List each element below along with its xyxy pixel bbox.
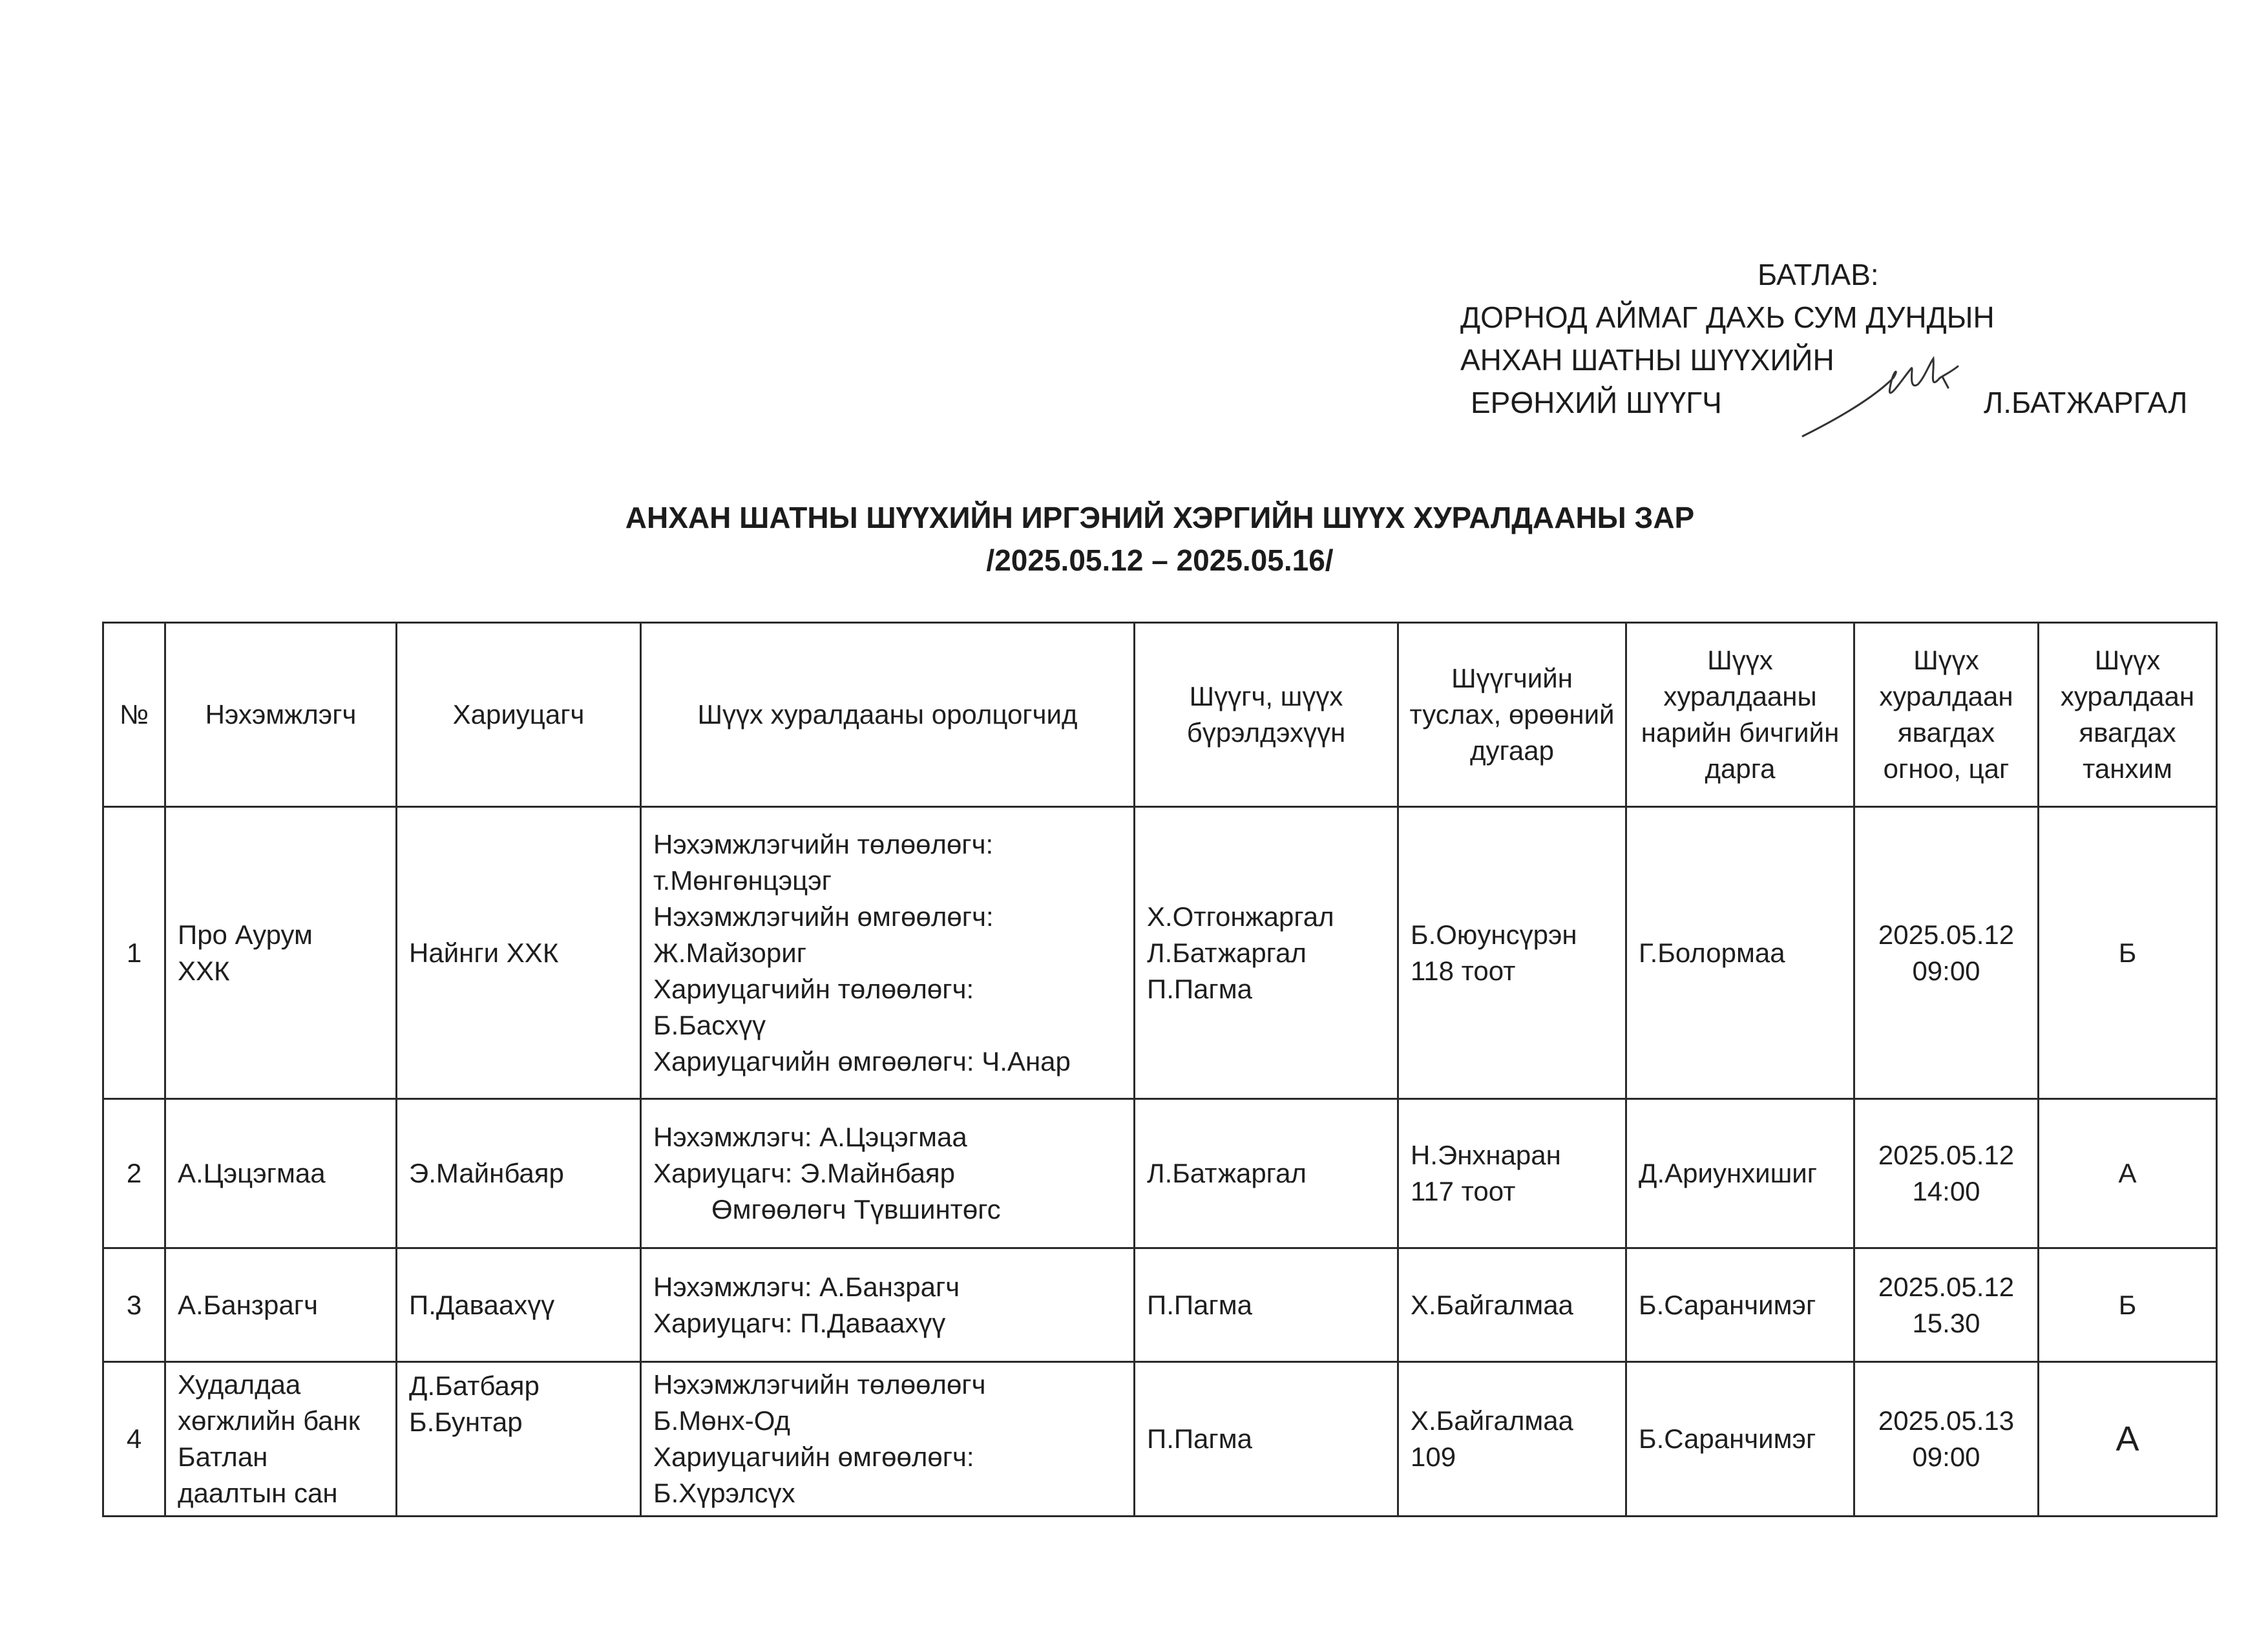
participant-line: Хариуцагч: П.Даваахүү [653,1307,946,1338]
hearing-date: 2025.05.12 [1878,1140,2015,1170]
hearing-date: 2025.05.13 [1878,1405,2015,1436]
participant-line: Б.Мөнх-Од [653,1405,791,1436]
assistant-cell [1398,1099,1626,1248]
defendant-cell [397,1362,641,1517]
table-row [103,1248,2217,1362]
header-assistant: Шүүгчийн туслах, өрөөний дугаар [1398,623,1626,807]
defendant-line: Д.Батбаяр [409,1371,540,1401]
plaintiff-line: Худалдаа [178,1369,301,1400]
judges-cell [1135,807,1398,1099]
hearing-date: 2025.05.12 [1878,1271,2015,1302]
defendant-line: Э.Майнбаяр [409,1158,564,1188]
header-datetime: Шүүх хуралдаан явагдах огноо, цаг [1854,623,2039,807]
table-row [103,807,2217,1099]
plaintiff-line: хөгжлийн банк [178,1405,361,1436]
approval-heading: БАТЛАВ: [1758,258,1879,291]
header-defendant: Хариуцагч [397,623,641,807]
participant-line: Нэхэмжлэгч: А.Банзрагч [653,1271,960,1302]
title-date-range: /2025.05.12 – 2025.05.16/ [986,543,1334,577]
plaintiff-cell [165,1099,397,1248]
participants-cell [641,807,1135,1099]
plaintiff-line: А.Цэцэгмаа [178,1158,326,1188]
title-line-1: АНХАН ШАТНЫ ШҮҮХИЙН ИРГЭНИЙ ХЭРГИЙН ШҮҮХ ХУРАЛДААНЫ ЗАР [625,501,1695,534]
room-cell: Б [2039,1248,2217,1362]
assistant-line: 118 тоот [1411,955,1516,986]
assistant-line: Н.Энхнаран [1411,1140,1561,1170]
approval-judge-name: Л.БАТЖАРГАЛ [1984,386,2188,419]
header-number: № [103,623,165,807]
plaintiff-cell [165,807,397,1099]
participants-cell [641,1099,1135,1248]
hearing-time: 14:00 [1912,1176,1980,1206]
judge-line: П.Пагма [1147,1423,1252,1454]
participant-line: Ж.Майзориг [653,937,807,968]
header-clerk: Шүүх хуралдааны нарийн бичгийн дарга [1626,623,1854,807]
row-number: 1 [103,807,165,1099]
judge-line: Л.Батжаргал [1147,937,1307,968]
plaintiff-cell [165,1362,397,1517]
assistant-line: Х.Байгалмаа [1411,1405,1573,1436]
room-cell: Б [2039,807,2217,1099]
document-title [0,496,2268,582]
plaintiff-line: Про Аурум [178,919,313,950]
defendant-line: Найнги ХХК [409,937,559,968]
judges-cell [1135,1099,1398,1248]
assistant-cell [1398,1248,1626,1362]
assistant-line: 109 [1411,1442,1456,1472]
participant-line: Б.Басхүү [653,1009,766,1040]
plaintiff-line: даалтын сан [178,1478,338,1508]
defendant-line: П.Даваахүү [409,1289,555,1320]
participant-line: Нэхэмжлэгч: А.Цэцэгмаа [653,1122,967,1152]
room-cell: А [2039,1362,2217,1517]
hearing-schedule-table [102,622,2218,1517]
row-number: 4 [103,1362,165,1517]
plaintiff-line: ХХК [178,955,230,986]
approval-court-line-1: ДОРНОД АЙМАГ ДАХЬ СУМ ДУНДЫН [1460,300,1995,334]
table-row [103,1362,2217,1517]
defendant-cell [397,807,641,1099]
participant-line: Нэхэмжлэгчийн өмгөөлөгч: [653,901,994,932]
datetime-cell [1854,1099,2039,1248]
participant-line: Хариуцагч: Э.Майнбаяр [653,1158,956,1188]
assistant-cell [1398,1362,1626,1517]
plaintiff-line: Батлан [178,1442,268,1472]
plaintiff-cell [165,1248,397,1362]
participant-line: Хариуцагчийн төлөөлөгч: [653,973,974,1004]
room-cell: А [2039,1099,2217,1248]
participants-cell [641,1362,1135,1517]
judge-line: Х.Отгонжаргал [1147,901,1334,932]
table-header-row [103,623,2217,807]
assistant-line: Б.Оюунсүрэн [1411,919,1577,950]
hearing-schedule-table-wrap [102,622,2218,1517]
hearing-time: 15.30 [1912,1307,1980,1338]
header-participants: Шүүх хуралдааны оролцогчид [641,623,1135,807]
participant-line: т.Мөнгөнцэцэг [653,865,832,896]
datetime-cell [1854,807,2039,1099]
defendant-cell [397,1248,641,1362]
assistant-line: Х.Байгалмаа [1411,1289,1573,1320]
datetime-cell [1854,1362,2039,1517]
participants-cell [641,1248,1135,1362]
participant-line: Нэхэмжлэгчийн төлөөлөгч: [653,828,994,859]
header-plaintiff: Нэхэмжлэгч [165,623,397,807]
judges-cell [1135,1248,1398,1362]
participant-line: Өмгөөлөгч Түвшинтөгс [711,1194,1001,1224]
header-judges: Шүүгч, шүүх бүрэлдэхүүн [1135,623,1398,807]
defendant-cell [397,1099,641,1248]
handwritten-signature [1796,339,1990,449]
datetime-cell [1854,1248,2039,1362]
approval-position: ЕРӨНХИЙ ШҮҮГЧ [1471,386,1722,419]
approval-court-line-2: АНХАН ШАТНЫ ШҮҮХИЙН [1460,343,1834,377]
participant-line: Б.Хүрэлсүх [653,1478,795,1508]
participant-line: Хариуцагчийн өмгөөлөгч: Ч.Анар [653,1045,1071,1077]
plaintiff-line: А.Банзрагч [178,1289,318,1320]
judges-cell [1135,1362,1398,1517]
row-number: 3 [103,1248,165,1362]
clerk-cell: Г.Болормаа [1626,807,1854,1099]
clerk-cell: Б.Саранчимэг [1626,1248,1854,1362]
hearing-time: 09:00 [1912,1442,1980,1472]
hearing-time: 09:00 [1912,955,1980,986]
hearing-date: 2025.05.12 [1878,919,2015,950]
header-room: Шүүх хуралдаан явагдах танхим [2039,623,2217,807]
judge-line: Л.Батжаргал [1147,1158,1307,1188]
judge-line: П.Пагма [1147,1289,1252,1320]
clerk-cell: Б.Саранчимэг [1626,1362,1854,1517]
row-number: 2 [103,1099,165,1248]
assistant-cell [1398,807,1626,1099]
clerk-cell: Д.Ариунхишиг [1626,1099,1854,1248]
judge-line: П.Пагма [1147,973,1252,1004]
participant-line: Хариуцагчийн өмгөөлөгч: [653,1442,974,1472]
assistant-line: 117 тоот [1411,1176,1516,1206]
defendant-line: Б.Бунтар [409,1407,523,1437]
table-row [103,1099,2217,1248]
participant-line: Нэхэмжлэгчийн төлөөлөгч [653,1369,986,1400]
